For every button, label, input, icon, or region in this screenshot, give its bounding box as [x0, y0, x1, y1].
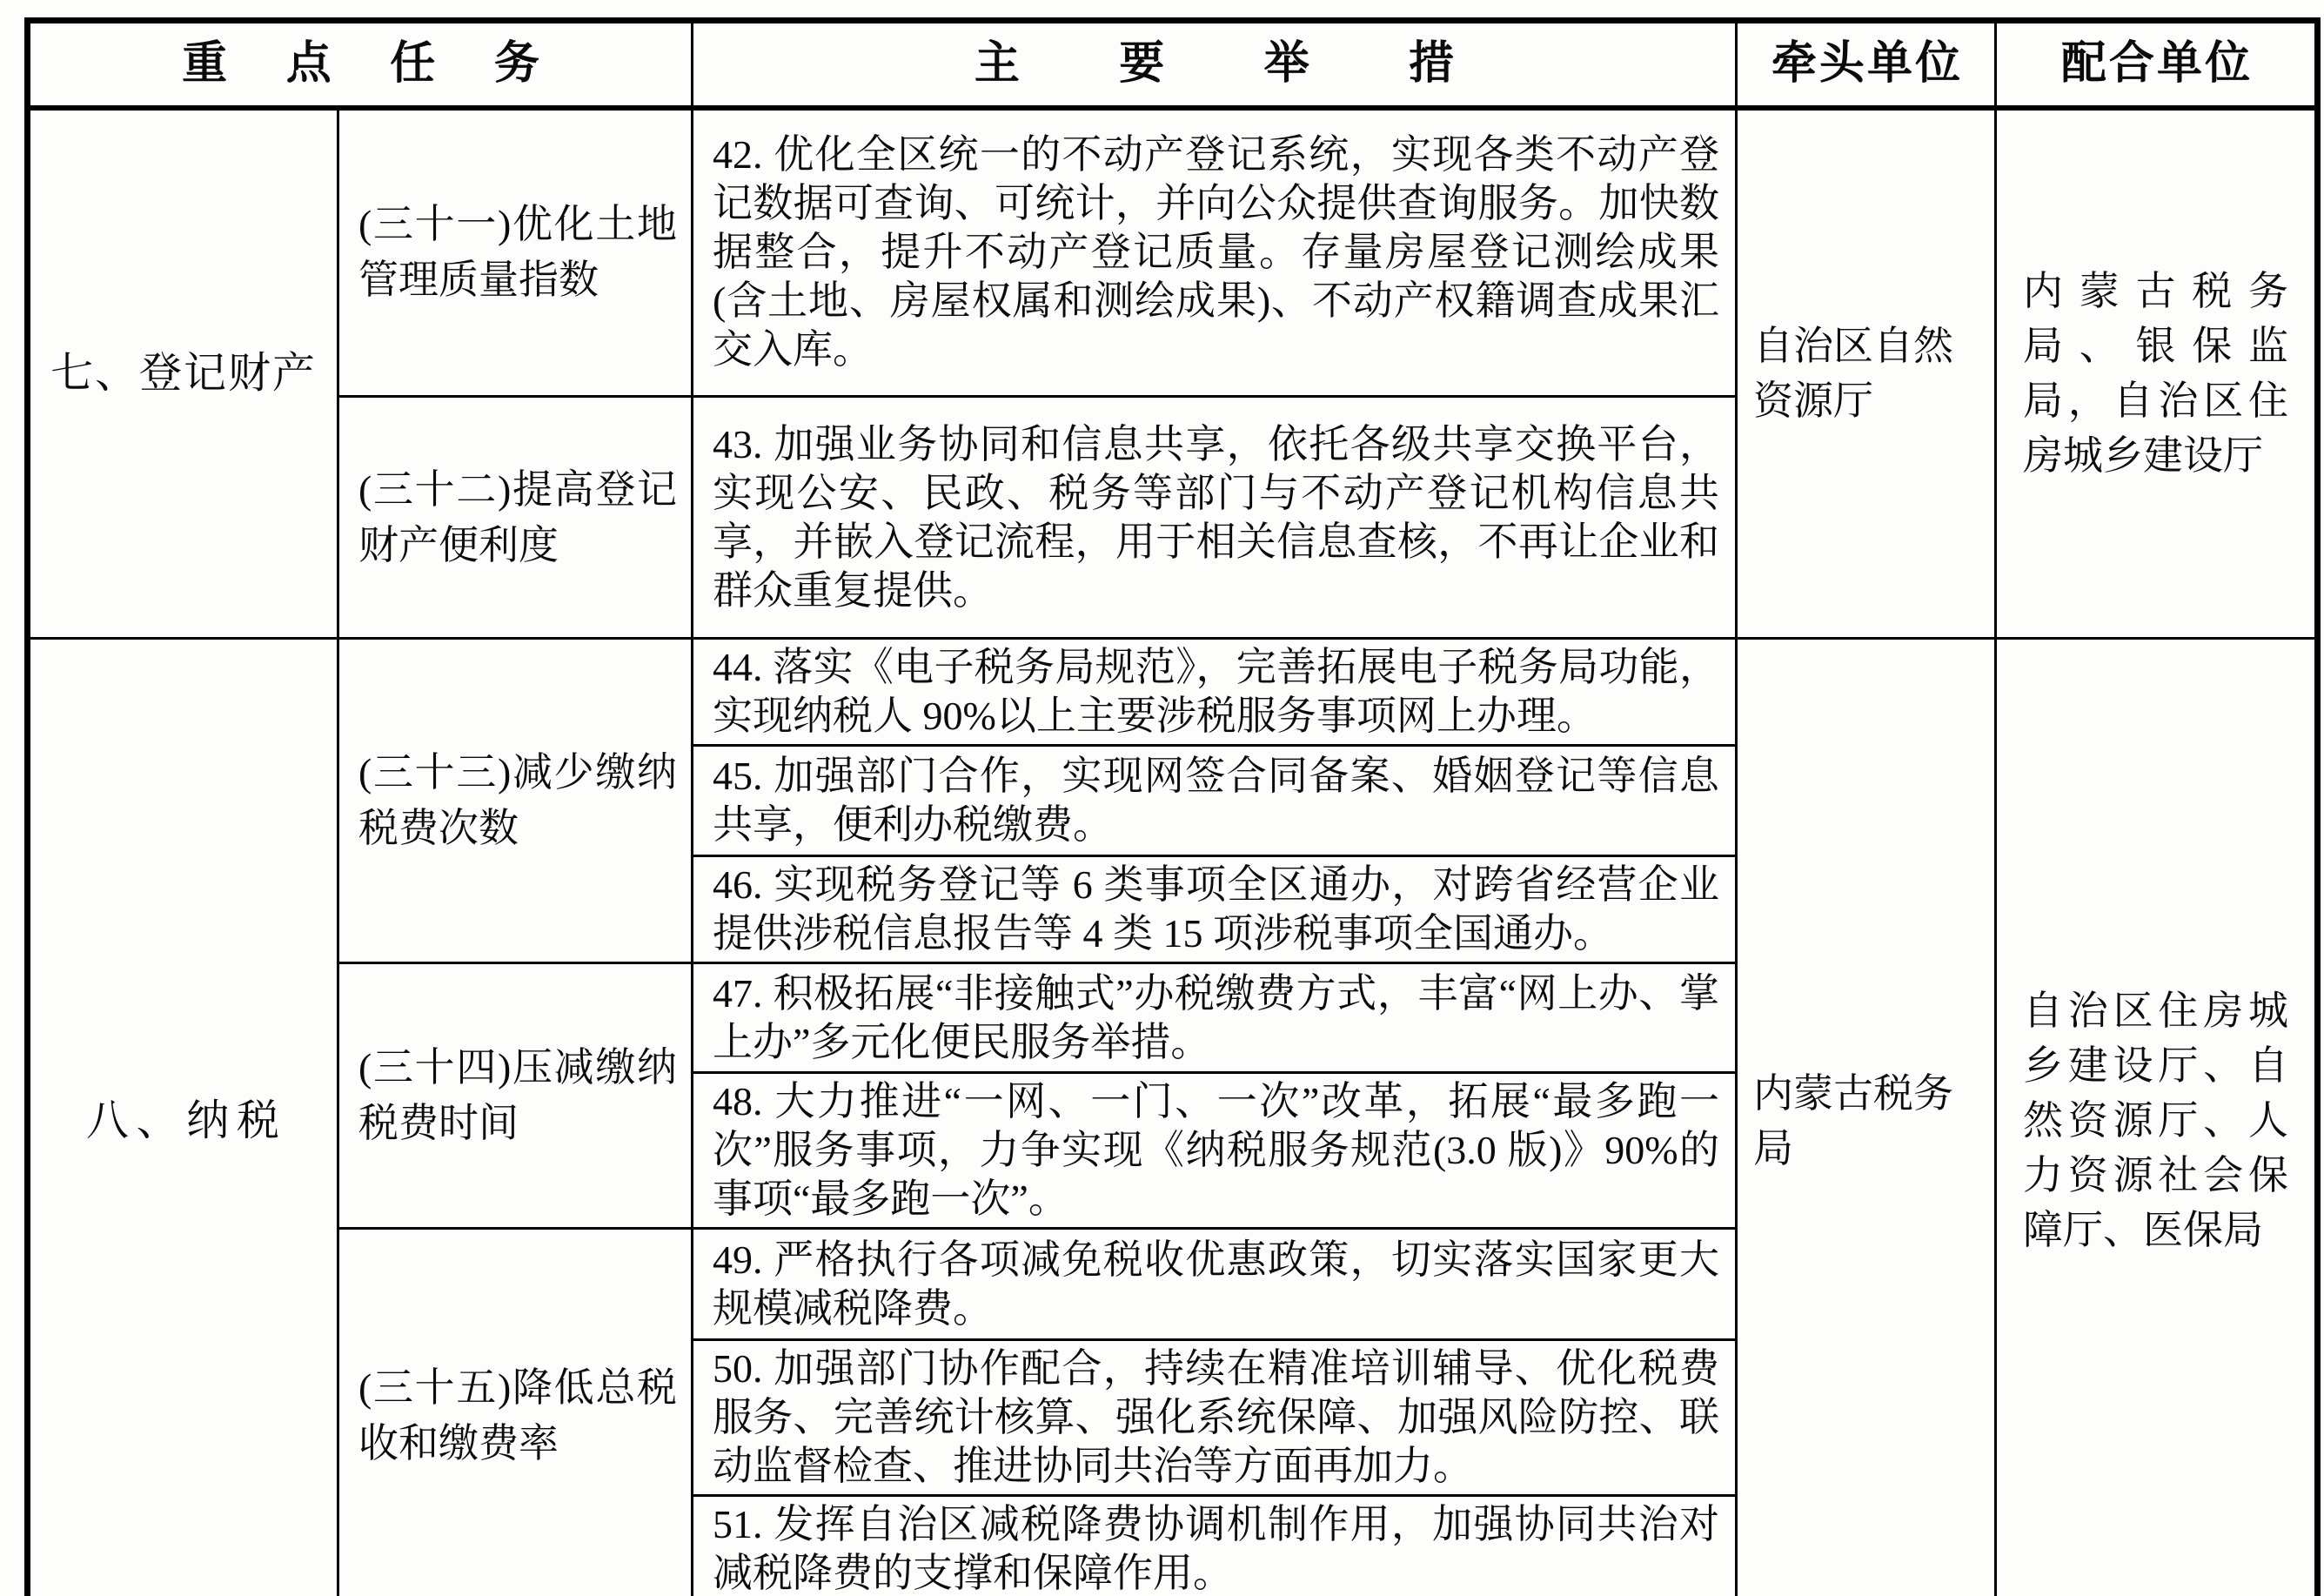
measure-49: 49. 严格执行各项减免税收优惠政策，切实落实国家更大规模减税降费。	[693, 1229, 1737, 1340]
subtask-32: (三十二)提高登记财产便利度	[338, 397, 693, 639]
header-row	[28, 21, 2318, 108]
support-unit-group-7: 内蒙古税务局、银保监局，自治区住房城乡建设厅	[1996, 108, 2318, 639]
lead-unit-group-8: 内蒙古税务局	[1737, 639, 1996, 1596]
measure-43: 43. 加强业务协同和信息共享，依托各级共享交换平台，实现公安、民政、税务等部门与不动产登记机构信息共享，并嵌入登记流程，用于相关信息查核，不再让企业和群众重复提供。	[693, 397, 1737, 639]
lead-unit-group-7: 自治区自然资源厅	[1737, 108, 1996, 639]
group-label-tax-payment	[28, 639, 338, 1596]
measure-47: 47. 积极拓展“非接触式”办税缴费方式，丰富“网上办、掌上办”多元化便民服务举措。	[693, 963, 1737, 1073]
subtask-31: (三十一)优化土地管理质量指数	[338, 108, 693, 397]
table-row-measure-44	[28, 639, 2318, 746]
table-row-measure-42	[28, 108, 2318, 397]
measure-45: 45. 加强部门合作，实现网签合同备案、婚姻登记等信息共享，便利办税缴费。	[693, 746, 1737, 856]
measure-48: 48. 大力推进“一网、一门、一次”改革，拓展“最多跑一次”服务事项，力争实现《纳税服务规范(3.0 版)》90%的事项“最多跑一次”。	[693, 1073, 1737, 1229]
measure-46: 46. 实现税务登记等 6 类事项全区通办，对跨省经营企业提供涉税信息报告等 4 类 15 项涉税事项全国通办。	[693, 856, 1737, 963]
support-unit-group-8: 自治区住房城乡建设厅、自然资源厅、人力资源社会保障厅、医保局	[1996, 639, 2318, 1596]
measure-42: 42. 优化全区统一的不动产登记系统，实现各类不动产登记数据可查询、可统计，并向公众提供查询服务。加快数据整合，提升不动产登记质量。存量房屋登记测绘成果(含土地、房屋权属和测绘成果)、不动产权籍调查成果汇交入库。	[693, 108, 1737, 397]
column-header-support-unit: 配合单位	[1996, 21, 2318, 108]
measure-50: 50. 加强部门协作配合，持续在精准培训辅导、优化税费服务、完善统计核算、强化系统保障、加强风险防控、联动监督检查、推进协同共治等方面再加力。	[693, 1340, 1737, 1496]
column-header-main-measures: 主要举措	[693, 21, 1737, 108]
group-label-property-registration: 七、登记财产	[28, 108, 338, 639]
subtask-34: (三十四)压减缴纳税费时间	[338, 963, 693, 1229]
subtask-35: (三十五)降低总税收和缴费率	[338, 1229, 693, 1596]
group-label-tax-payment-text: 八、纳税	[86, 1096, 281, 1144]
column-header-lead-unit: 牵头单位	[1737, 21, 1996, 108]
reform-tasks-table	[24, 17, 2321, 1596]
subtask-33: (三十三)减少缴纳税费次数	[338, 639, 693, 963]
column-header-key-tasks: 重点任务	[28, 21, 693, 108]
measure-51: 51. 发挥自治区减税降费协调机制作用，加强协同共治对减税降费的支撑和保障作用。	[693, 1496, 1737, 1596]
measure-44: 44. 落实《电子税务局规范》，完善拓展电子税务局功能，实现纳税人 90%以上主要涉税服务事项网上办理。	[693, 639, 1737, 746]
